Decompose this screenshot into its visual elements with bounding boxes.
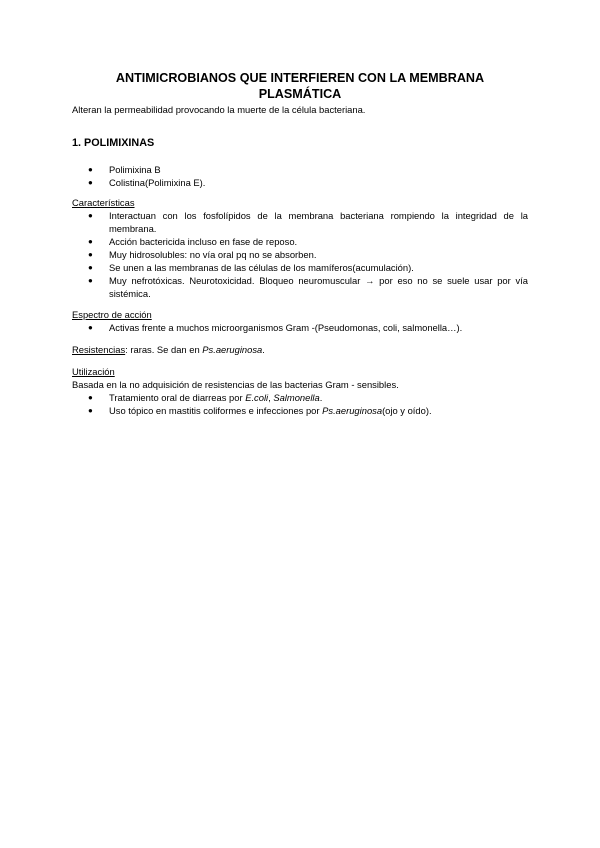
list-item (72, 274, 528, 300)
list-item (72, 235, 528, 248)
resistencias-paragraph (72, 343, 528, 356)
list-item (72, 261, 528, 274)
subheading-caracteristicas: Características (72, 197, 135, 208)
section-heading-polimixinas: 1. POLIMIXINAS (72, 137, 155, 149)
resistencias-end: . (262, 344, 265, 355)
list-item (72, 321, 528, 334)
list-item-text: Tratamiento oral de diarreas por (109, 392, 246, 403)
organism-name: Ps.aeruginosa (322, 405, 383, 416)
bullet-icon: ● (88, 276, 93, 285)
list-item-text: Acción bactericida incluso en fase de reposo. (109, 236, 298, 247)
title-line-2: PLASMÁTICA (258, 87, 342, 101)
list-item (72, 391, 528, 404)
list-item-text: Polimixina B (109, 164, 161, 175)
bullet-icon: ● (88, 211, 93, 220)
bullet-icon: ● (88, 250, 93, 259)
bullet-icon: ● (88, 165, 93, 174)
bullet-icon: ● (88, 263, 93, 272)
list-item-text: Colistina(Polimixina E). (109, 177, 206, 188)
list-item (72, 176, 528, 189)
bullet-icon: ● (88, 406, 93, 415)
polimixinas-list (72, 163, 528, 189)
resistencias-organism: Ps.aeruginosa (202, 344, 263, 355)
resistencias-text: : raras. Se dan en (125, 344, 203, 355)
intro-paragraph: Alteran la permeabilidad provocando la muerte de la célula bacteriana. (72, 104, 366, 115)
bullet-icon: ● (88, 323, 93, 332)
bullet-icon: ● (88, 178, 93, 187)
list-item-text: Activas frente a muchos microorganismos Gram -(Pseudomonas, coli, salmonella…). (109, 322, 463, 333)
caracteristicas-list (72, 209, 528, 300)
document-page (72, 70, 528, 417)
list-item (72, 404, 528, 417)
subheading-utilizacion: Utilización (72, 366, 115, 377)
title-line-1: ANTIMICROBIANOS QUE INTERFIEREN CON LA MEMBRANA (115, 71, 485, 85)
list-item-text: Uso tópico en mastitis coliformes e infecciones por (109, 405, 323, 416)
list-item-end: (ojo y oído). (382, 405, 432, 416)
bullet-icon: ● (88, 393, 93, 402)
list-item-text: Interactuan con los fosfolípidos de la membrana bacteriana rompiendo la integridad de la membrana. (109, 210, 528, 234)
organism-name: E.coli (245, 392, 269, 403)
organism-name: Salmonella (273, 392, 320, 403)
separator-text: , (268, 392, 274, 403)
subheading-espectro: Espectro de acción (72, 309, 152, 320)
list-item-end: . (319, 392, 323, 403)
list-item-text: Muy nefrotóxicas. Neurotoxicidad. Bloqueo neuromuscular → por eso no se suele usar por vía sistémica. (109, 275, 528, 299)
utilizacion-intro: Basada en la no adquisición de resistencias de las bacterias Gram - sensibles. (72, 379, 399, 390)
resistencias-label: Resistencias (72, 344, 126, 355)
list-item-text: Muy hidrosolubles: no vía oral pq no se absorben. (109, 249, 317, 260)
list-item (72, 248, 528, 261)
document-title (72, 70, 528, 102)
bullet-icon: ● (88, 237, 93, 246)
utilizacion-list (72, 391, 528, 417)
espectro-list (72, 321, 528, 334)
list-item (72, 209, 528, 235)
list-item (72, 163, 528, 176)
list-item-text: Se unen a las membranas de las células de los mamíferos(acumulación). (109, 262, 414, 273)
